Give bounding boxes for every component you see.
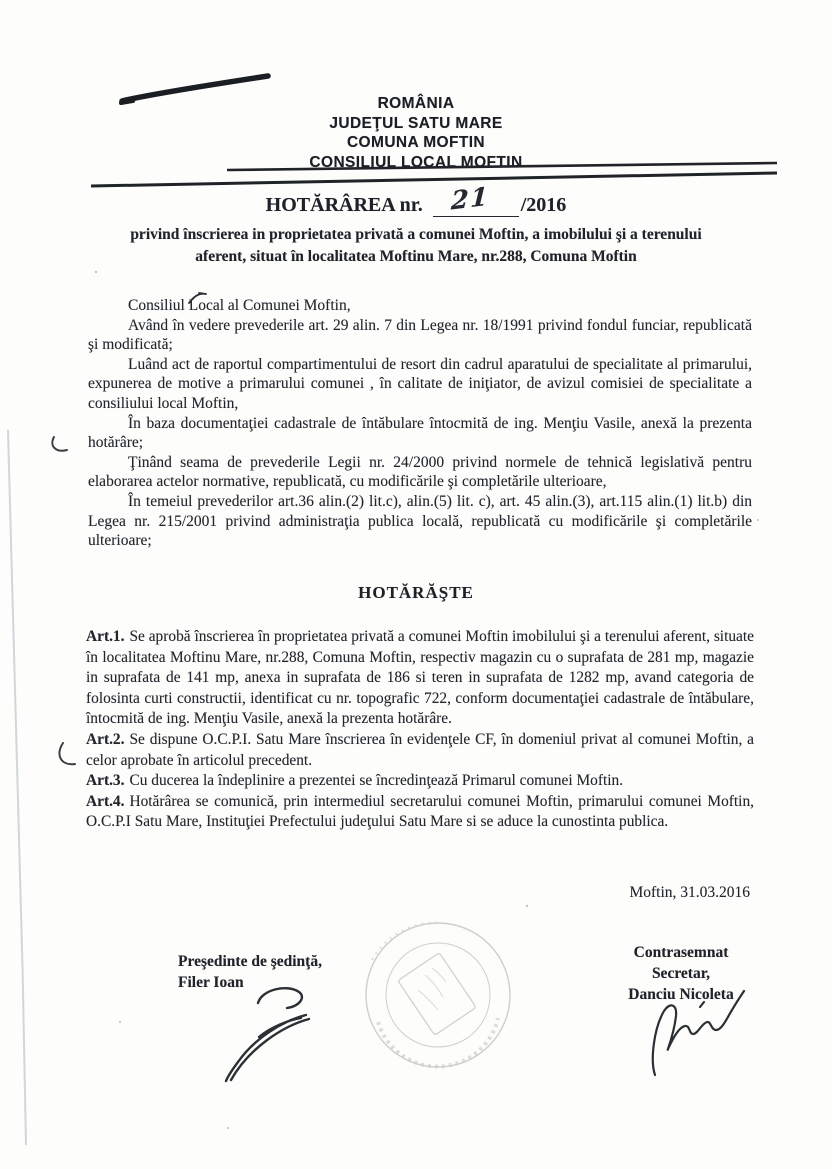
article-4 <box>86 792 754 833</box>
page-edge-scan-line <box>8 430 26 1145</box>
article-4-label: Art.4. <box>86 792 125 810</box>
letterhead-commune: COMUNA MOFTIN <box>346 134 486 151</box>
decision-title-label: HOTĂRÂREA nr. <box>265 194 423 216</box>
official-round-stamp-icon <box>366 923 510 1067</box>
president-role: Preşedinte de şedinţă, <box>178 953 322 970</box>
preamble-paragraph: În temeiul prevederilor art.36 alin.(2) lit.c), alin.(5) lit. c), art. 45 alin.(3), art.115 alin.(1) lit.b) din Legea nr. 215/2001 privind administraţia publica locală, republicată cu modificările şi completările ulterioare; <box>88 492 752 550</box>
margin-mark-2 <box>59 743 75 764</box>
preamble-paragraph: În baza documentaţiei cadastrale de întăbulare întocmită de ing. Menţiu Vasile, anexă la prezenta hotărâre; <box>88 414 752 452</box>
article-1-text: Se aprobă înscrierea în proprietatea privată a comunei Moftin imobilului şi a terenului aferent, situate în localitatea Moftinu Mare, nr.288, Comuna Moftin, respectiv magazin cu o suprafata de 281 mp, magazie in suprafata de 141 mp, anexa in suprafata de 186 si teren in suprafata de 1282 mp, avand categoria de folosinta curti constructii, identificat cu nr. topografic 722, conform documentaţiei cadastrale de întăbulare, întocmită de ing. Menţiu Vasile, anexă la prezenta hotărâre. <box>86 628 754 728</box>
letterhead-county: JUDEŢUL SATU MARE <box>329 114 503 132</box>
margin-mark-1 <box>52 437 67 451</box>
article-3 <box>86 771 754 792</box>
preamble-paragraph: Consiliul Local al Comunei Moftin, <box>128 297 351 314</box>
decision-heading: HOTĂRĂŞTE <box>358 583 474 602</box>
preamble-paragraph: Având în vedere prevederile art. 29 alin. 7 din Legea nr. 18/1991 privind fondul funciar, republicată şi modificată; <box>88 316 752 354</box>
letterhead-country: ROMÂNIA <box>377 95 455 112</box>
preamble <box>88 296 752 551</box>
decision-subtitle-line1: privind înscrierea in proprietatea privată a comunei Moftin, a imobilului şi a terenului <box>130 226 702 243</box>
decision-number-blank <box>433 181 519 217</box>
secretary-role: Secretar, <box>651 965 711 982</box>
president-signature-block <box>178 951 322 993</box>
secretary-signature-block <box>598 942 764 1005</box>
letterhead <box>0 94 832 172</box>
article-2-text: Se dispune O.C.P.I. Satu Mare înscrierea în evidenţele CF, în domeniul privat al comunei Moftin, a celor aprobate în articolul precedent. <box>86 730 754 769</box>
decision-subtitle-line2: aferent, situat în localitatea Moftinu Mare, nr.288, Comuna Moftin <box>195 248 637 265</box>
preamble-paragraph: Ţinând seama de prevederile Legii nr. 24/2000 privind normele de tehnică legislativă pentru elaborarea actelor normative, republicată, cu modificările şi completările ulterioare, <box>88 453 752 491</box>
preamble-paragraph: Luând act de raportul compartimentului de resort din cadrul aparatului de specialitate al primarului, expunerea de motive a primarului comunei , în calitate de iniţiator, de avizul comisiei de specialitate a consiliului local Moftin, <box>88 355 752 412</box>
article-4-text: Hotărârea se comunică, prin intermediul secretarului comunei Moftin, primarului comunei Moftin, O.C.P.I Satu Mare, Instituţiei Prefectului judeţului Satu Mare si se aduce la cunostinta publica. <box>86 792 754 831</box>
president-signature-handwriting <box>226 988 309 1081</box>
article-3-label: Art.3. <box>86 772 125 790</box>
decision-title-year: /2016 <box>520 194 567 216</box>
place-and-date: Moftin, 31.03.2016 <box>629 884 750 901</box>
article-1 <box>86 627 754 730</box>
article-2-label: Art.2. <box>86 730 125 748</box>
decision-title <box>0 181 832 217</box>
decision-subtitle <box>40 224 792 268</box>
president-name: Filer Ioan <box>178 974 244 991</box>
countersigned-label: Contrasemnat <box>633 944 729 961</box>
article-2 <box>86 730 754 771</box>
article-3-text: Cu ducerea la îndeplinire a prezentei se încredinţează Primarul comunei Moftin. <box>129 772 624 790</box>
articles <box>86 627 754 833</box>
secretary-name: Danciu Nicoleta <box>628 986 734 1003</box>
letterhead-council: CONSILIUL LOCAL MOFTIN <box>309 153 523 171</box>
article-1-label: Art.1. <box>86 628 125 645</box>
handwritten-decision-number: 21 <box>450 181 491 216</box>
